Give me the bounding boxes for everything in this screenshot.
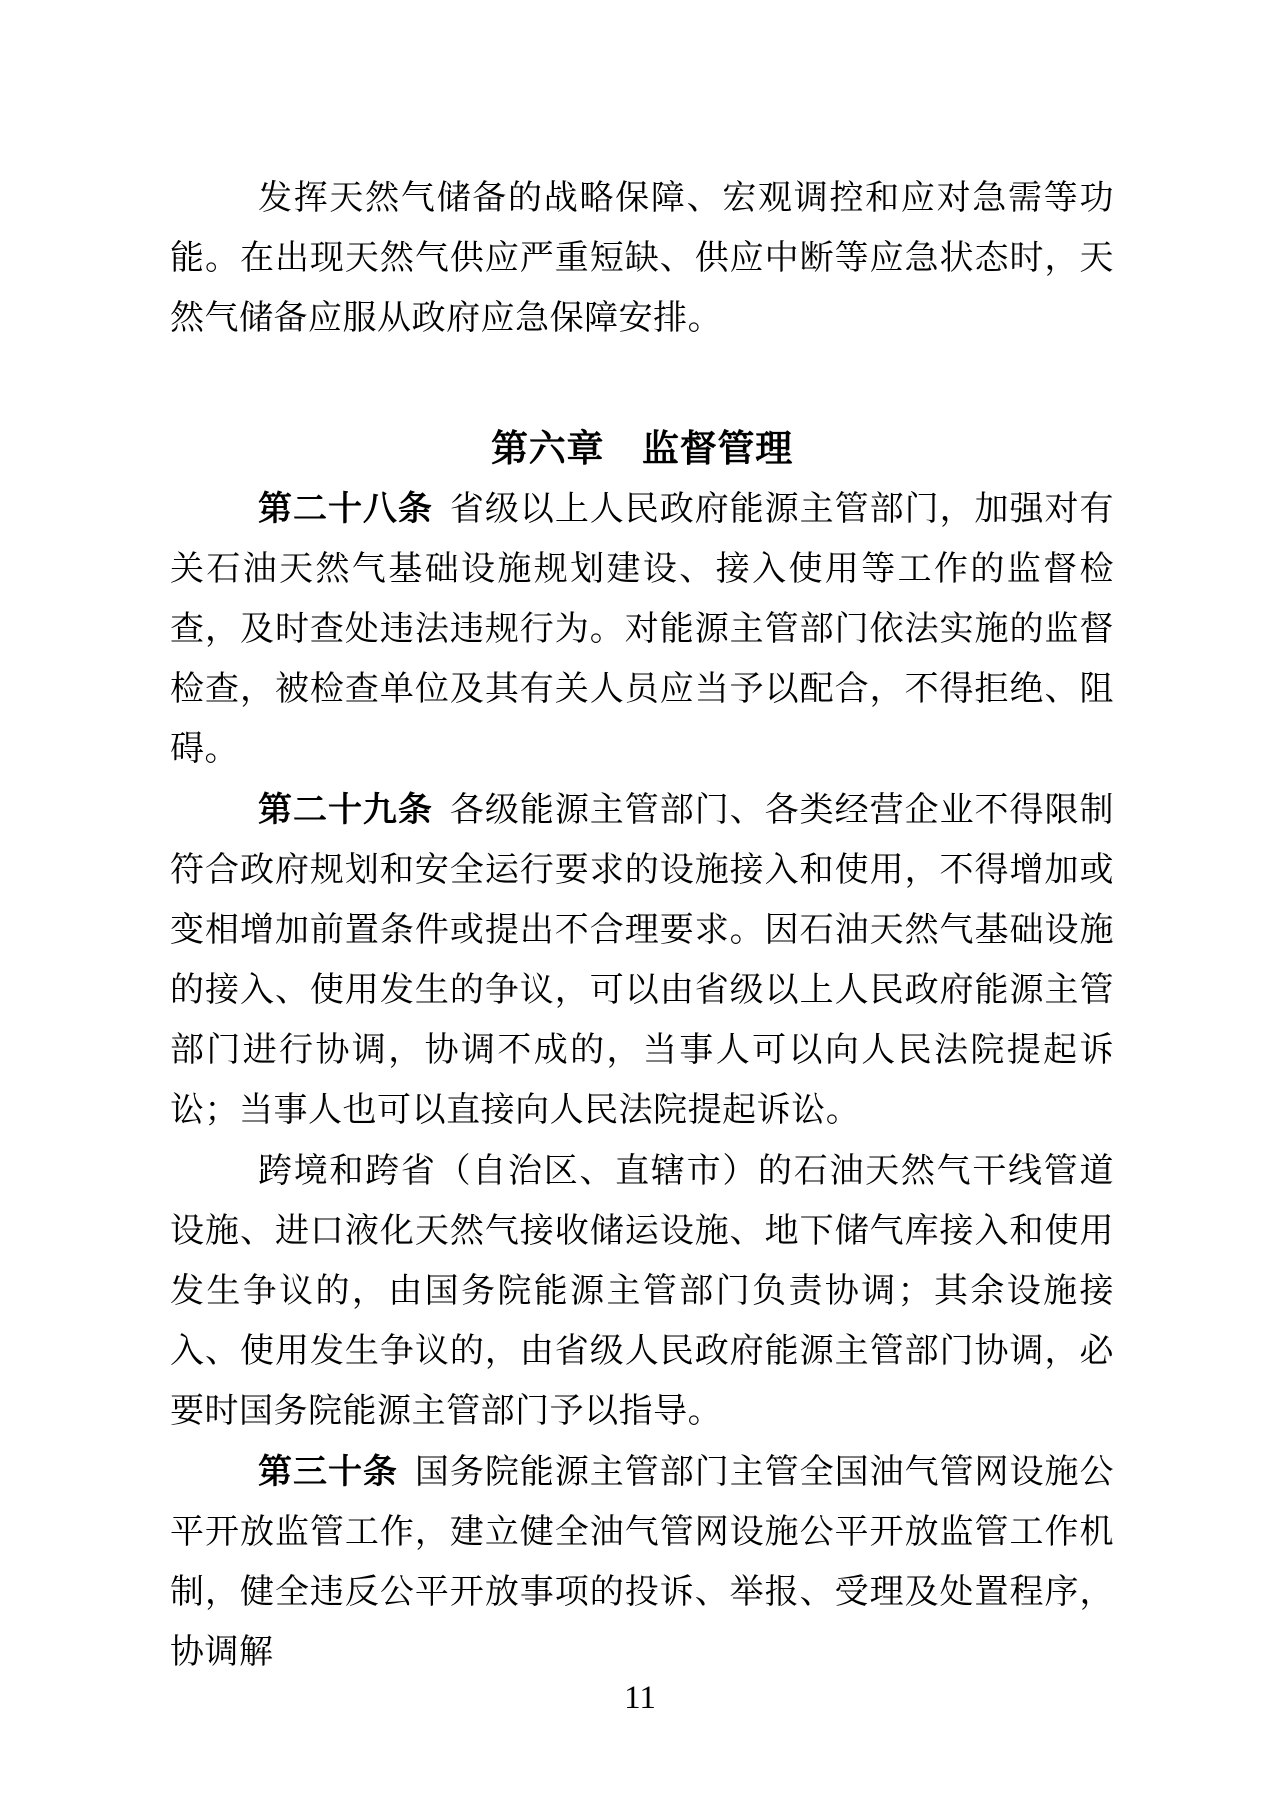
article-28-text: 省级以上人民政府能源主管部门，加强对有关石油天然气基础设施规划建设、接入使用等工作的监督检查，及时查处违法违规行为。对能源主管部门依法实施的监督检查，被检查单位及其有关人员应当予以配合，不得拒绝、阻碍。 [170,491,1114,768]
article-29-continuation-paragraph [170,1141,1114,1442]
chapter-heading: 第六章 监督管理 [491,428,793,469]
article-29-continuation-text: 跨境和跨省（自治区、直辖市）的石油天然气干线管道设施、进口液化天然气接收储运设施、地下储气库接入和使用发生争议的，由国务院能源主管部门负责协调；其余设施接入、使用发生争议的，由省级人民政府能源主管部门协调，必要时国务院能源主管部门予以指导。 [170,1153,1114,1430]
paragraph-intro-text: 发挥天然气储备的战略保障、宏观调控和应对急需等功能。在出现天然气供应严重短缺、供应中断等应急状态时，天然气储备应服从政府应急保障安排。 [170,180,1114,337]
article-30-text: 国务院能源主管部门主管全国油气管网设施公平开放监管工作，建立健全油气管网设施公平开放监管工作机制，健全违反公平开放事项的投诉、举报、受理及处置程序，协调解 [170,1454,1115,1671]
article-29-number: 第二十九条 [258,791,433,829]
page-number: 11 [624,1680,656,1716]
paragraph-intro [170,168,1114,349]
article-30-number: 第三十条 [258,1453,398,1491]
article-28-number: 第二十八条 [258,490,433,528]
page-footer [0,1678,1280,1718]
article-29-paragraph [170,780,1114,1141]
article-28-paragraph [170,479,1114,780]
article-29-text: 各级能源主管部门、各类经营企业不得限制符合政府规划和安全运行要求的设施接入和使用，不得增加或变相增加前置条件或提出不合理要求。因石油天然气基础设施的接入、使用发生的争议，可以由省级以上人民政府能源主管部门进行协调，协调不成的，当事人可以向人民法院提起诉讼；当事人也可以直接向人民法院提起诉讼。 [170,792,1114,1129]
document-body [170,168,1114,1683]
article-30-paragraph [170,1442,1114,1683]
